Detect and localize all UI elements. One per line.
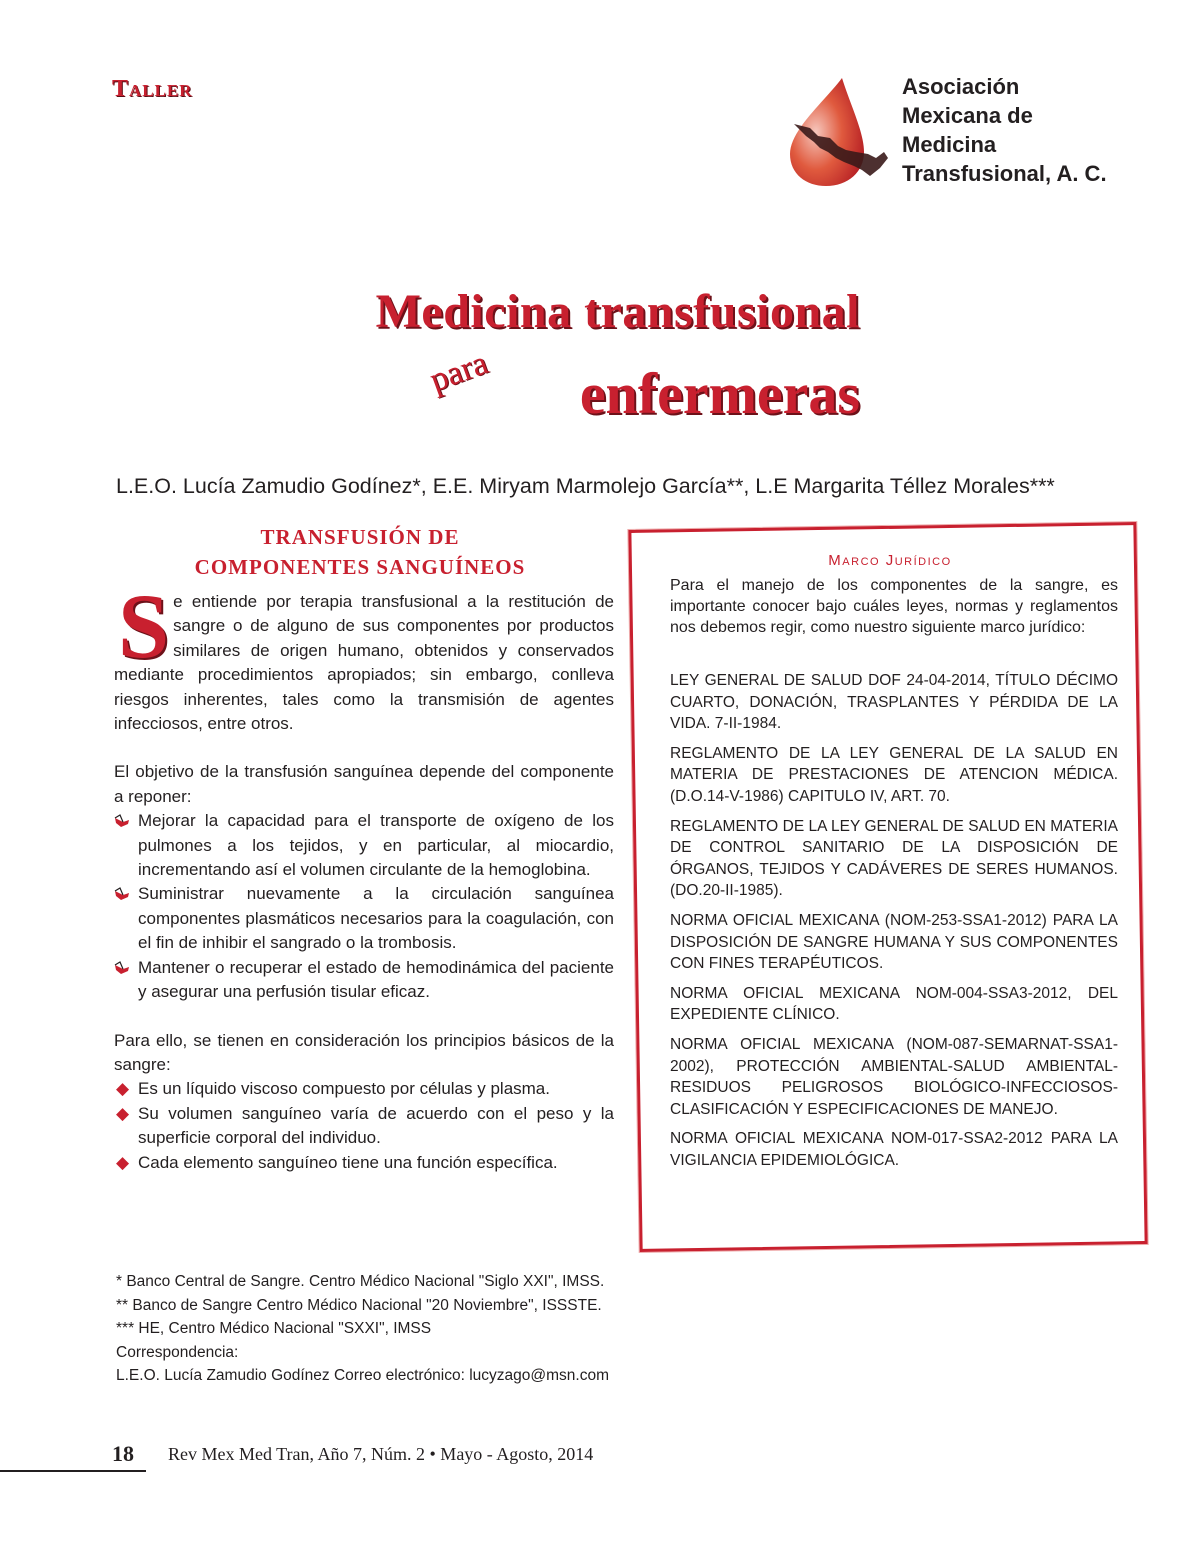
- footnote: *** HE, Centro Médico Nacional "SXXI", IMSS: [116, 1320, 432, 1337]
- section-heading: COMPONENTES SANGUÍNEOS: [194, 555, 526, 579]
- legal-item: NORMA OFICIAL MEXICANA (NOM-087-SEMARNAT-SSA1-2002), PROTECCIÓN AMBIENTAL-SALUD AMBIENTAL-RESIDUOS PELIGROSOS BIOLÓGICO-INFECCIOSOS-CLASIFICACIÓN Y ESPECIFICACIONES DE MANEJO.: [670, 1035, 1118, 1118]
- association-line: Mexicana de: [902, 103, 1033, 128]
- diamond-bullet-icon: ◆: [116, 1079, 130, 1099]
- principles-list: [114, 1077, 614, 1175]
- legal-item: REGLAMENTO DE LA LEY GENERAL DE SALUD EN MATERIA DE CONTROL SANITARIO DE LA DISPOSICIÓN DE ÓRGANOS, TEJIDOS Y CADÁVERES DE SERES HUMANOS. (DO.20-II-1985).: [670, 817, 1118, 900]
- diamond-bullet-icon: ◆: [116, 1103, 130, 1123]
- legal-item: NORMA OFICIAL MEXICANA (NOM-253-SSA1-2012) PARA LA DISPOSICIÓN DE SANGRE HUMANA Y SUS COMPONENTES CON FINES TERAPÉUTICOS.: [670, 911, 1118, 973]
- association-line: Medicina: [902, 132, 997, 157]
- footnote: L.E.O. Lucía Zamudio Godínez Correo electrónico: lucyzago@msn.com: [116, 1367, 610, 1384]
- legal-item: NORMA OFICIAL MEXICANA NOM-017-SSA2-2012 PARA LA VIGILANCIA EPIDEMIOLÓGICA.: [670, 1130, 1118, 1169]
- footnote: ** Banco de Sangre Centro Médico Nacional "20 Noviembre", ISSSTE.: [116, 1296, 602, 1314]
- dropcap: S: [118, 575, 170, 677]
- box-title: Marco Jurídico: [828, 552, 952, 569]
- objective-paragraph: El objetivo de la transfusión sanguínea depende del componente a reponer:: [114, 762, 614, 806]
- list-item: Mejorar la capacidad para el transporte de oxígeno de los pulmones a los tejidos, y en particular, al miocardio, incrementando así el volumen circulante de la hemoglobina.: [114, 809, 614, 882]
- hand-pointer-icon: [114, 961, 130, 975]
- intro-paragraph: [114, 575, 614, 736]
- blood-drop-logo-icon: [784, 72, 896, 188]
- association-name: [902, 72, 1107, 188]
- intro-text: e entiende por terapia transfusional a la restitución de sangre o de alguno de sus componentes por productos similares de origen humano, obtenidos y conservados mediante procedimientos apropiados; sin embargo, conlleva riesgos inherentes, tales como la transmisión de agentes infecciosos, entre otros.: [114, 592, 614, 734]
- article-title-para: para: [425, 344, 493, 400]
- journal-citation: Rev Mex Med Tran, Año 7, Núm. 2 • Mayo - Agosto, 2014: [168, 1444, 594, 1464]
- article-title-subject: enfermeras: [579, 361, 860, 426]
- page-number: 18: [112, 1441, 134, 1466]
- list-item: Mantener o recuperar el estado de hemodinámica del paciente y asegurar una perfusión tisular eficaz.: [114, 956, 614, 1005]
- footer-rule: [0, 1470, 146, 1472]
- article-title: Medicina transfusional: [375, 285, 860, 338]
- left-column: [114, 522, 614, 1175]
- objectives-list: [114, 809, 614, 1004]
- legal-item: LEY GENERAL DE SALUD DOF 24-04-2014, TÍTULO DÉCIMO CUARTO, DONACIÓN, TRASPLANTES Y PÉRDIDA DE LA VIDA. 7-II-1984.: [670, 672, 1118, 733]
- footnote: * Banco Central de Sangre. Centro Médico Nacional "Siglo XXI", IMSS.: [116, 1273, 605, 1290]
- legal-item: NORMA OFICIAL MEXICANA NOM-004-SSA3-2012, DEL EXPEDIENTE CLÍNICO.: [670, 984, 1118, 1024]
- hand-pointer-icon: [114, 887, 130, 901]
- principles-paragraph: Para ello, se tienen en consideración los principios básicos de la sangre:: [114, 1030, 614, 1074]
- list-item: ◆ Su volumen sanguíneo varía de acuerdo con el peso y la superficie corporal del individuo.: [116, 1103, 614, 1148]
- section-label: Taller: [112, 76, 193, 102]
- diamond-bullet-icon: ◆: [116, 1152, 130, 1172]
- list-item: ◆ Es un líquido viscoso compuesto por células y plasma.: [114, 1077, 614, 1101]
- legal-framework-content: [670, 552, 1118, 1171]
- section-heading: TRANSFUSIÓN DE: [260, 525, 460, 549]
- footnote: Correspondencia:: [116, 1343, 239, 1361]
- list-item: Suministrar nuevamente a la circulación sanguínea componentes plasmáticos necesarios para la coagulación, con el fin de inhibir el sangrado o la trombosis.: [114, 882, 614, 955]
- association-line: Asociación: [902, 74, 1020, 99]
- hand-pointer-icon: [114, 814, 130, 828]
- legal-item: REGLAMENTO DE LA LEY GENERAL DE LA SALUD EN MATERIA DE PRESTACIONES DE ATENCION MÉDICA. (D.O.14-V-1986) CAPITULO IV, ART. 70.: [670, 744, 1118, 805]
- footnotes: [116, 1270, 609, 1388]
- association-line: Transfusional, A. C.: [902, 161, 1107, 186]
- list-item: ◆ Cada elemento sanguíneo tiene una función específica.: [114, 1151, 614, 1175]
- authors: L.E.O. Lucía Zamudio Godínez*, E.E. Miryam Marmolejo García**, L.E Margarita Téllez Morales***: [116, 474, 1055, 498]
- box-intro: Para el manejo de los componentes de la sangre, es importante conocer bajo cuáles leyes, normas y reglamentos nos debemos regir, como nuestro siguiente marco jurídico:: [670, 577, 1118, 636]
